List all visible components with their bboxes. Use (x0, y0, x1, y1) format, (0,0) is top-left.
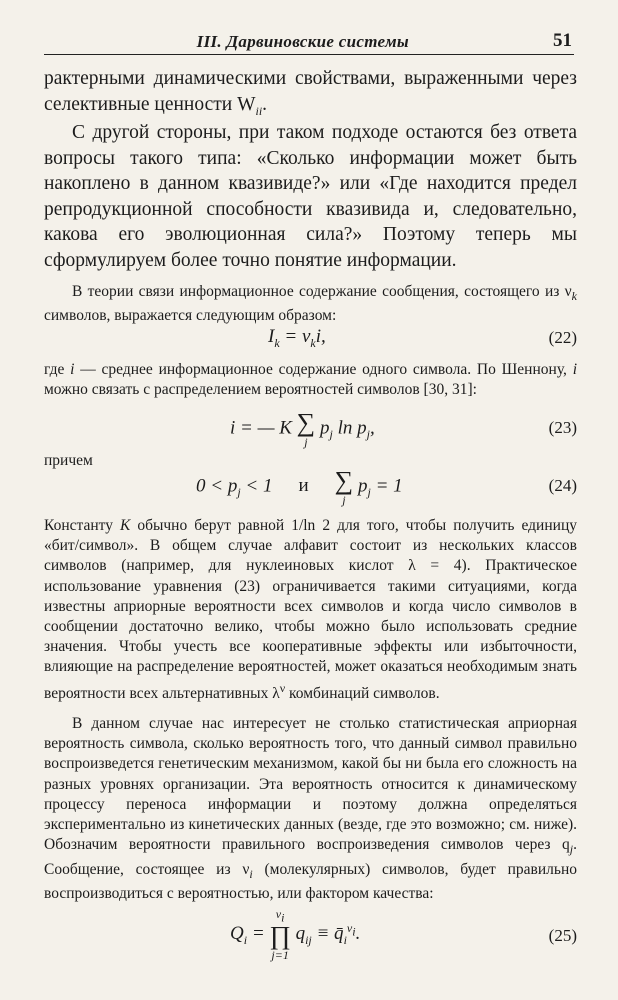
equation-23 (44, 404, 577, 454)
paragraph-6: Константу K обычно берут равной 1/ln 2 для того, чтобы получить единицу «бит/символ». В общем случае алфавит состоит из нескольких классов символов (например, для нуклеиновых кислот λ = 4). Практическое использование уравнения (23) ограничивается такими ситуациями, когда известны априорные вероятности всех символов и когда число символов в сообщении достаточно велико, чтобы можно было использовать средние значения. Чтобы учесть все кооперативные эффекты или избыточности, влияющие на распределение вероятностей, может оказаться необходимым знать вероятности всех альтернативных $\lambda^\nu$ комбинаций символов. (44, 517, 577, 702)
page-number: 51 (553, 30, 572, 51)
paragraph-7: В данном случае нас интересует не столько статистическая априорная вероятность символа, сколько вероятность того, что данный символ правильно воспроизведется генетическим механизмом, какой бы ни была его сложность на разных уровнях организации. Эта вероятность относится к динамическому процессу переноса информации и поэтому должна определяться экспериментально из кинетических данных (везде, где это возможно; см. ниже). Обозначим вероятности правильного воспроизведения символов через $q_j$. Сообщение, состоящее из $\nu_i$ (молекулярных) символов, будет правильно воспроизводиться с вероятностью, или фактором качества: (44, 715, 577, 902)
paragraph-5: причем (44, 452, 93, 469)
equation-23-number: (23) (548, 418, 577, 437)
equation-23-formula: i = — K ∑ j $p_j$ $\ln p_j$, (230, 408, 375, 449)
equation-24-formula: $0 < p_j < 1$ и ∑ j $p_j = 1$ (196, 466, 403, 507)
paragraph-2: С другой стороны, при таком подходе остаются без ответа вопросы такого типа: «Сколько информации может быть накоплено в данном квазивиде?» или «Где находится предел репродукционной способности квазивида и, следовательно, какова его эволюционная сила?» Поэтому теперь мы сформулируем более точно понятие информации. (44, 122, 577, 271)
equation-25-formula: $Q_i$ = $\nu_i$ ∏ j=1 $q_{ij}$ ≡ $q̄_i^{\nu_i}$. (230, 907, 361, 963)
running-title: III. Дарвиновские системы (196, 32, 409, 51)
paragraph-3: В теории связи информационное содержание сообщения, состоящего из $\nu_k$ символов, выражается следующим образом: (44, 283, 577, 325)
equation-25 (44, 898, 577, 974)
equation-22-number: (22) (548, 328, 577, 347)
equation-24-number: (24) (548, 476, 577, 495)
page-header (44, 28, 574, 55)
equation-24 (44, 462, 577, 512)
equation-22-formula: $I_k = \nu_ki$, (268, 326, 326, 350)
paragraph-1: рактерными динамическими свойствами, выраженными через селективные ценности $W_{ii}$. (44, 68, 577, 118)
equation-22 (44, 322, 577, 362)
equation-25-number: (25) (548, 926, 577, 945)
paragraph-4: где i — среднее информационное содержание одного символа. По Шеннону, i можно связать с распределением вероятностей символов [30, 31]: (44, 361, 577, 399)
